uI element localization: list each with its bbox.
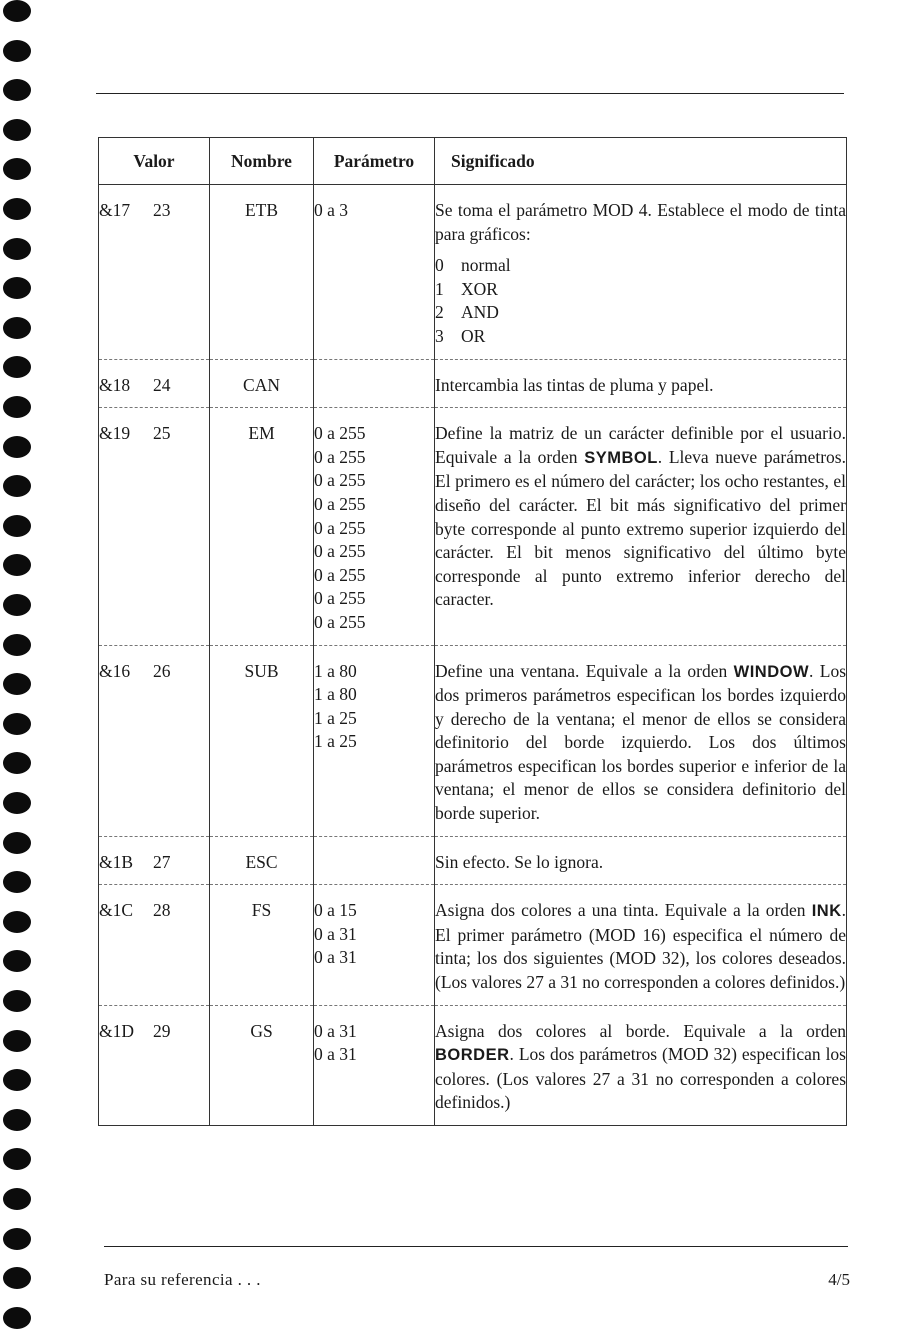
cell-nombre: SUB bbox=[210, 645, 314, 836]
binder-hole bbox=[3, 396, 31, 418]
decimal-code: 27 bbox=[153, 851, 171, 872]
description-text: Define la matriz de un carácter definible por el usuario. Equivale a la orden bbox=[435, 423, 846, 467]
ink-mode-number: 1 bbox=[435, 278, 444, 299]
ink-mode-label: AND bbox=[461, 302, 499, 323]
binder-hole bbox=[3, 515, 31, 537]
ink-mode-label: normal bbox=[461, 255, 511, 276]
binder-hole bbox=[3, 475, 31, 497]
description bbox=[435, 422, 846, 612]
cell-significado bbox=[435, 836, 847, 885]
binder-hole bbox=[3, 119, 31, 141]
cell-valor bbox=[99, 836, 210, 885]
binder-hole bbox=[3, 277, 31, 299]
cell-valor bbox=[99, 885, 210, 1005]
hex-code: &1D bbox=[99, 1020, 134, 1041]
cell-nombre: ETB bbox=[210, 185, 314, 360]
binder-hole bbox=[3, 1148, 31, 1170]
cell-parametro bbox=[314, 1005, 435, 1125]
binder-hole bbox=[3, 1267, 31, 1289]
ink-mode-number: 0 bbox=[435, 255, 444, 276]
table-row bbox=[99, 408, 847, 645]
cell-nombre: EM bbox=[210, 408, 314, 645]
cell-nombre: GS bbox=[210, 1005, 314, 1125]
ink-mode-label: OR bbox=[461, 325, 486, 346]
table-header-row bbox=[99, 138, 847, 185]
bottom-rule bbox=[104, 1246, 848, 1247]
ink-mode-number: 2 bbox=[435, 302, 444, 323]
header-valor: Valor bbox=[99, 138, 210, 185]
binder-hole bbox=[3, 198, 31, 220]
decimal-code: 24 bbox=[153, 374, 171, 395]
page-number: 4/5 bbox=[828, 1270, 850, 1289]
cell-parametro bbox=[314, 885, 435, 1005]
ink-mode-list bbox=[435, 254, 846, 348]
binder-hole bbox=[3, 752, 31, 774]
cell-nombre: CAN bbox=[210, 359, 314, 408]
description-text: . El primer parámetro (MOD 16) especifica el número de tinta; los dos siguientes (MOD 32), los colores deseados. (Los valores 27 a 31 no corresponden a colores definidos.) bbox=[435, 900, 846, 993]
binder-hole bbox=[3, 832, 31, 854]
footer-caption: Para su referencia . . . bbox=[104, 1270, 261, 1289]
parameter-range: 0 a 255 bbox=[314, 493, 366, 514]
table-row bbox=[99, 885, 847, 1005]
parameter-range: 0 a 255 bbox=[314, 611, 366, 632]
cell-parametro bbox=[314, 185, 435, 360]
hex-code: &1B bbox=[99, 851, 134, 872]
hex-code: &18 bbox=[99, 374, 131, 395]
cell-significado bbox=[435, 885, 847, 1005]
binder-hole bbox=[3, 356, 31, 378]
ink-mode-number: 3 bbox=[435, 325, 444, 346]
hex-code: &16 bbox=[99, 660, 131, 681]
table-body bbox=[99, 185, 847, 1126]
command-keyword: WINDOW bbox=[733, 662, 810, 681]
binder-hole bbox=[3, 238, 31, 260]
cell-valor bbox=[99, 645, 210, 836]
top-rule bbox=[96, 93, 844, 94]
binder-hole bbox=[3, 79, 31, 101]
parameter-range: 0 a 31 bbox=[314, 1020, 357, 1041]
description bbox=[435, 1020, 846, 1115]
parameter-range: 0 a 255 bbox=[314, 588, 366, 609]
cell-parametro bbox=[314, 836, 435, 885]
binder-hole bbox=[3, 990, 31, 1012]
table-row bbox=[99, 645, 847, 836]
description-text: Se toma el parámetro MOD 4. Establece el modo de tinta para gráficos: bbox=[435, 200, 846, 244]
binder-hole bbox=[3, 1188, 31, 1210]
parameter-range: 0 a 255 bbox=[314, 470, 366, 491]
description-text: Asigna dos colores a una tinta. Equivale a la orden bbox=[435, 900, 812, 921]
cell-valor bbox=[99, 408, 210, 645]
description bbox=[435, 660, 846, 826]
hex-code: &19 bbox=[99, 423, 131, 444]
cell-parametro bbox=[314, 408, 435, 645]
description-text: . Los dos parámetros (MOD 32) especifican los colores. (Los valores 27 a 31 no corresponden a colores definidos.) bbox=[435, 1044, 846, 1113]
decimal-code: 26 bbox=[153, 660, 171, 681]
ink-mode-label: XOR bbox=[461, 278, 498, 299]
description bbox=[435, 899, 846, 994]
cell-significado bbox=[435, 1005, 847, 1125]
decimal-code: 25 bbox=[153, 423, 171, 444]
binder-hole bbox=[3, 1069, 31, 1091]
table-row bbox=[99, 836, 847, 885]
description-text: Intercambia las tintas de pluma y papel. bbox=[435, 374, 714, 395]
command-keyword: INK bbox=[811, 902, 842, 921]
command-keyword: BORDER bbox=[435, 1046, 510, 1065]
ink-mode-item bbox=[435, 301, 846, 325]
binder-hole bbox=[3, 1307, 31, 1329]
cell-significado bbox=[435, 408, 847, 645]
decimal-code: 28 bbox=[153, 900, 171, 921]
cell-valor bbox=[99, 185, 210, 360]
parameter-range: 0 a 255 bbox=[314, 446, 366, 467]
description-text: Sin efecto. Se lo ignora. bbox=[435, 851, 604, 872]
parameter-range: 0 a 31 bbox=[314, 923, 357, 944]
binder-hole bbox=[3, 1030, 31, 1052]
binder-hole bbox=[3, 673, 31, 695]
binder-hole bbox=[3, 792, 31, 814]
parameter-range: 0 a 31 bbox=[314, 1044, 357, 1065]
binder-hole bbox=[3, 594, 31, 616]
cell-nombre: ESC bbox=[210, 836, 314, 885]
binder-hole bbox=[3, 911, 31, 933]
description bbox=[435, 374, 846, 398]
cell-nombre: FS bbox=[210, 885, 314, 1005]
table-row bbox=[99, 185, 847, 360]
parameter-range: 0 a 255 bbox=[314, 517, 366, 538]
hex-code: &1C bbox=[99, 900, 134, 921]
binder-hole bbox=[3, 1109, 31, 1131]
parameter-range: 1 a 25 bbox=[314, 731, 357, 752]
description-text: Define una ventana. Equivale a la orden bbox=[435, 660, 734, 681]
parameter-range: 0 a 15 bbox=[314, 900, 357, 921]
header-parametro: Parámetro bbox=[314, 138, 435, 185]
parameter-range: 1 a 25 bbox=[314, 707, 357, 728]
binder-hole bbox=[3, 713, 31, 735]
parameter-range: 1 a 80 bbox=[314, 684, 357, 705]
binder-hole bbox=[3, 436, 31, 458]
parameter-range: 0 a 255 bbox=[314, 564, 366, 585]
parameter-range: 0 a 31 bbox=[314, 947, 357, 968]
description-text: . Los dos primeros parámetros especifican los bordes izquierdo y derecho de la ventana; el menor de ellos se considera definitorio del borde izquierdo. Los dos últimos parámetros especifican los bordes superior e inferior de la ventana; el menor de ellos se considera definitorio del borde superior. bbox=[435, 660, 847, 824]
binder-hole bbox=[3, 871, 31, 893]
binder-hole bbox=[3, 0, 31, 22]
description-text: Asigna dos colores al borde. Equivale a la orden bbox=[435, 1020, 846, 1041]
decimal-code: 29 bbox=[153, 1020, 171, 1041]
command-keyword: SYMBOL bbox=[584, 448, 658, 467]
hex-code: &17 bbox=[99, 200, 131, 220]
parameter-range: 0 a 3 bbox=[314, 200, 349, 220]
header-significado: Significado bbox=[435, 138, 847, 185]
binder-hole bbox=[3, 317, 31, 339]
decimal-code: 23 bbox=[153, 200, 171, 220]
cell-valor bbox=[99, 1005, 210, 1125]
ink-mode-item bbox=[435, 325, 846, 349]
description-text: . Lleva nueve parámetros. El primero es el número del carácter; los ocho restantes, el diseño del carácter. El bit más significativo del primer byte corresponde al punto extremo superior izquierdo del carácter. El bit menos significativo del último byte corresponde al punto extremo inferior derecho del caracter. bbox=[435, 446, 846, 610]
binder-hole bbox=[3, 554, 31, 576]
binder-hole bbox=[3, 634, 31, 656]
cell-significado bbox=[435, 359, 847, 408]
table-row bbox=[99, 359, 847, 408]
header-nombre: Nombre bbox=[210, 138, 314, 185]
binder-holes bbox=[3, 0, 33, 1334]
binder-hole bbox=[3, 950, 31, 972]
cell-valor bbox=[99, 359, 210, 408]
cell-parametro bbox=[314, 645, 435, 836]
parameter-range: 0 a 255 bbox=[314, 541, 366, 562]
ink-mode-item bbox=[435, 254, 846, 278]
binder-hole bbox=[3, 158, 31, 180]
ink-mode-item bbox=[435, 278, 846, 302]
control-codes-table bbox=[98, 137, 847, 1126]
parameter-range: 1 a 80 bbox=[314, 660, 357, 681]
binder-hole bbox=[3, 40, 31, 62]
table-row bbox=[99, 1005, 847, 1125]
cell-significado bbox=[435, 645, 847, 836]
cell-parametro bbox=[314, 359, 435, 408]
description bbox=[435, 199, 846, 246]
description bbox=[435, 851, 846, 875]
binder-hole bbox=[3, 1228, 31, 1250]
parameter-range: 0 a 255 bbox=[314, 423, 366, 444]
cell-significado bbox=[435, 185, 847, 360]
